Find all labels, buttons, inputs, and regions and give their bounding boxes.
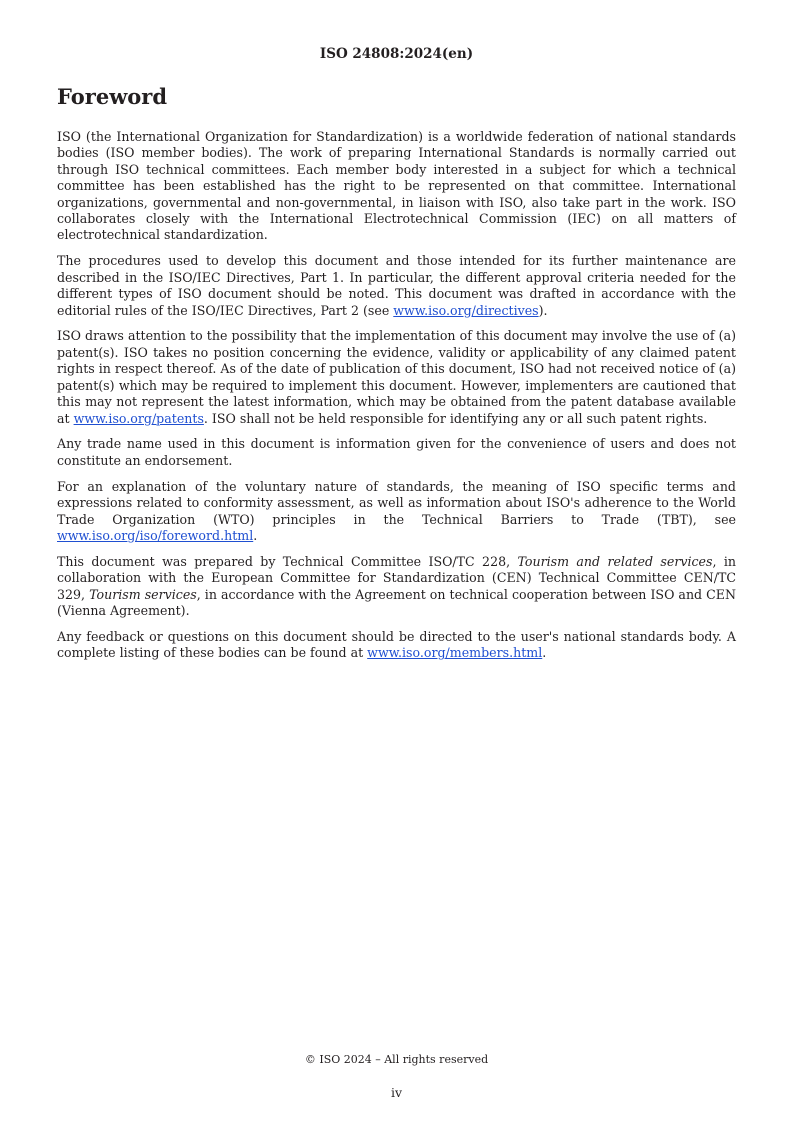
paragraph-voluntary-nature: For an explanation of the voluntary nature of standards, the meaning of ISO specific terms and expressions related to conformity assessment, as well as information about ISO's adherence to the World Trade Organization (WTO) principles in the Technical Barriers to Trade (TBT), see www.iso.org/iso/foreword.html. bbox=[57, 478, 736, 543]
committee-title-italic: Tourism and related services bbox=[517, 553, 713, 569]
directives-link[interactable]: www.iso.org/directives bbox=[393, 302, 539, 318]
foreword-link[interactable]: www.iso.org/iso/foreword.html bbox=[57, 527, 254, 543]
copyright-notice: © ISO 2024 – All rights reserved bbox=[304, 1053, 489, 1066]
foreword-body bbox=[57, 129, 736, 671]
paragraph-trade-name: Any trade name used in this document is information given for the convenience of users and does not constitute an endorsement. bbox=[57, 436, 736, 468]
paragraph-patents: ISO draws attention to the possibility that the implementation of this document may involve the use of (a) patent(s). ISO takes no position concerning the evidence, validity or applicability of any claimed patent rights in respect thereof. As of the date of publication of this document, ISO had not received notice of (a) patent(s) which may be required to implement this document. However, implementers are cautioned that this may not represent the latest information, which may be obtained from the patent database available at www.iso.org/patents. ISO shall not be held responsible for identifying any or all such patent rights. bbox=[57, 328, 736, 426]
paragraph-iso-overview: ISO (the International Organization for Standardization) is a worldwide federation of national standards bodies (ISO member bodies). The work of preparing International Standards is normally carried out through ISO technical committees. Each member body interested in a subject for which a technical committee has been established has the right to be represented on that committee. International organizations, governmental and non-governmental, in liaison with ISO, also take part in the work. ISO collaborates closely with the International Electrotechnical Commission (IEC) on all matters of electrotechnical standardization. bbox=[57, 129, 736, 243]
paragraph-procedures: The procedures used to develop this document and those intended for its further maintenance are described in the ISO/IEC Directives, Part 1. In particular, the different approval criteria needed for the different types of ISO document should be noted. This document was drafted in accordance with the editorial rules of the ISO/IEC Directives, Part 2 (see www.iso.org/directives). bbox=[57, 253, 736, 318]
page-number: iv bbox=[390, 1085, 403, 1100]
paragraph-prepared-by: This document was prepared by Technical Committee ISO/TC 228, Tourism and related services, in collaboration with the European Committee for Standardization (CEN) Technical Committee CEN/TC 329, Tourism services, in accordance with the Agreement on technical cooperation between ISO and CEN (Vienna Agreement). bbox=[57, 553, 736, 619]
paragraph-feedback: Any feedback or questions on this document should be directed to the user's national standards body. A complete listing of these bodies can be found at www.iso.org/members.html. bbox=[57, 628, 736, 661]
cen-committee-title-italic: Tourism services bbox=[89, 586, 197, 602]
patents-link[interactable]: www.iso.org/patents bbox=[73, 410, 204, 426]
members-link[interactable]: www.iso.org/members.html bbox=[367, 645, 543, 661]
document-header: ISO 24808:2024(en) bbox=[319, 46, 474, 62]
page-title: Foreword bbox=[57, 84, 168, 109]
